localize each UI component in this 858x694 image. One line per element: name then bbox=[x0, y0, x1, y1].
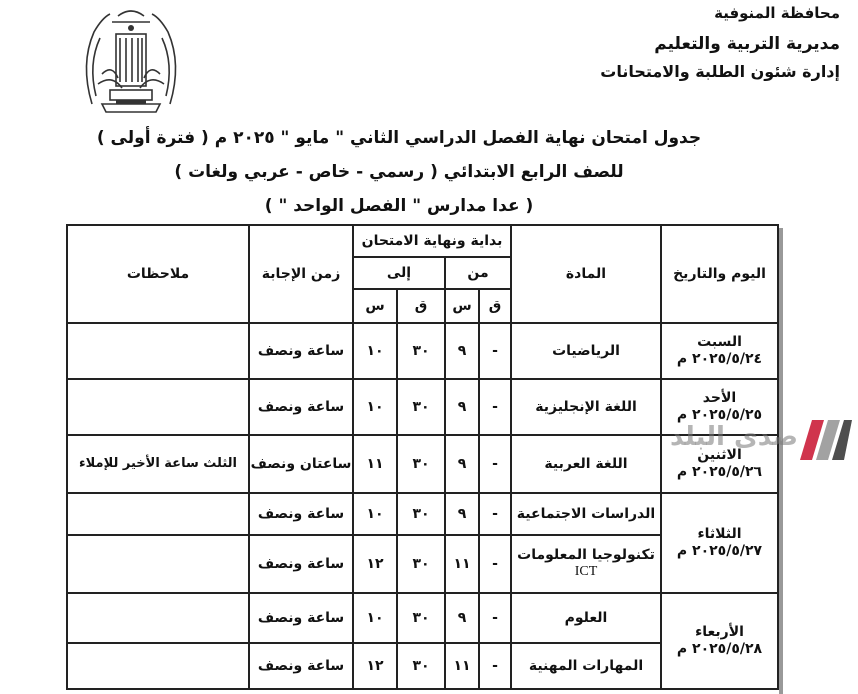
from-hour-cell: ٩ bbox=[444, 592, 480, 644]
header-to-hour: س bbox=[352, 288, 398, 324]
day-name: الأحد bbox=[702, 390, 737, 407]
to-min-cell: ٣٠ bbox=[396, 592, 446, 644]
duration-cell: ساعة ونصف bbox=[248, 378, 354, 436]
header-from-hour: س bbox=[444, 288, 480, 324]
duration-cell: ساعة ونصف bbox=[248, 534, 354, 594]
from-min-cell: - bbox=[478, 322, 512, 380]
notes-cell bbox=[66, 534, 250, 594]
from-min-cell: - bbox=[478, 434, 512, 494]
to-hour-cell: ١٠ bbox=[352, 322, 398, 380]
to-hour-cell: ١٢ bbox=[352, 642, 398, 690]
directorate-label: مديرية التربية والتعليم bbox=[654, 34, 840, 54]
exception-title: ( عدا مدارس " الفصل الواحد " ) bbox=[264, 196, 534, 216]
header-notes: ملاحظات bbox=[66, 224, 250, 324]
from-min-cell: - bbox=[478, 534, 512, 594]
notes-cell: الثلث ساعة الأخير للإملاء bbox=[66, 434, 250, 494]
to-hour-cell: ١٠ bbox=[352, 592, 398, 644]
duration-cell: ساعتان ونصف bbox=[248, 434, 354, 494]
governorate-label: محافظة المنوفية bbox=[714, 4, 840, 22]
department-label: إدارة شئون الطلبة والامتحانات bbox=[600, 62, 840, 81]
to-min-cell: ٣٠ bbox=[396, 492, 446, 536]
news-watermark bbox=[662, 418, 852, 462]
notes-cell bbox=[66, 642, 250, 690]
to-hour-cell: ١٠ bbox=[352, 378, 398, 436]
to-hour-cell: ١١ bbox=[352, 434, 398, 494]
header-from-min: ق bbox=[478, 288, 512, 324]
from-min-cell: - bbox=[478, 642, 512, 690]
subject-cell: المهارات المهنية bbox=[510, 642, 662, 690]
to-hour-cell: ١٠ bbox=[352, 492, 398, 536]
from-hour-cell: ٩ bbox=[444, 492, 480, 536]
day-name: الثلاثاء bbox=[697, 526, 742, 543]
day-cell bbox=[660, 492, 779, 594]
watermark-text: صدى البلد bbox=[670, 422, 798, 452]
grade-title: للصف الرابع الابتدائي ( رسمي - خاص - عربي ولغات ) bbox=[174, 162, 624, 182]
subject-cell: اللغة الإنجليزية bbox=[510, 378, 662, 436]
header-to-min: ق bbox=[396, 288, 446, 324]
subject-cell: الدراسات الاجتماعية bbox=[510, 492, 662, 536]
day-date: ٢٠٢٥/٥/٢٧ م bbox=[676, 543, 763, 559]
to-min-cell: ٣٠ bbox=[396, 322, 446, 380]
subject-cell: اللغة العربية bbox=[510, 434, 662, 494]
subject-cell: العلوم bbox=[510, 592, 662, 644]
notes-cell bbox=[66, 592, 250, 644]
from-hour-cell: ١١ bbox=[444, 642, 480, 690]
header-start-end: بداية ونهاية الامتحان bbox=[352, 224, 512, 258]
from-min-cell: - bbox=[478, 378, 512, 436]
from-hour-cell: ٩ bbox=[444, 434, 480, 494]
from-hour-cell: ٩ bbox=[444, 322, 480, 380]
duration-cell: ساعة ونصف bbox=[248, 322, 354, 380]
subject-abbr: ICT bbox=[574, 564, 598, 579]
from-hour-cell: ٩ bbox=[444, 378, 480, 436]
day-name: الأربعاء bbox=[695, 624, 744, 641]
duration-cell: ساعة ونصف bbox=[248, 592, 354, 644]
exam-title: جدول امتحان نهاية الفصل الدراسي الثاني " مايو " ٢٠٢٥ م ( فترة أولى ) bbox=[96, 128, 702, 148]
day-date: ٢٠٢٥/٥/٢٨ م bbox=[676, 641, 763, 657]
notes-cell bbox=[66, 492, 250, 536]
duration-cell: ساعة ونصف bbox=[248, 642, 354, 690]
to-hour-cell: ١٢ bbox=[352, 534, 398, 594]
day-cell bbox=[660, 592, 779, 690]
day-date: ٢٠٢٥/٥/٢٦ م bbox=[676, 464, 763, 480]
notes-cell bbox=[66, 322, 250, 380]
header-duration: زمن الإجابة bbox=[248, 224, 354, 324]
from-min-cell: - bbox=[478, 592, 512, 644]
day-name: السبت bbox=[697, 334, 742, 351]
header-from: من bbox=[444, 256, 512, 290]
to-min-cell: ٣٠ bbox=[396, 534, 446, 594]
from-hour-cell: ١١ bbox=[444, 534, 480, 594]
day-date: ٢٠٢٥/٥/٢٥ م bbox=[676, 407, 763, 423]
header-subject: المادة bbox=[510, 224, 662, 324]
subject-cell: الرياضيات bbox=[510, 322, 662, 380]
duration-cell: ساعة ونصف bbox=[248, 492, 354, 536]
to-min-cell: ٣٠ bbox=[396, 642, 446, 690]
to-min-cell: ٣٠ bbox=[396, 434, 446, 494]
subject-cell bbox=[510, 534, 662, 594]
from-min-cell: - bbox=[478, 492, 512, 536]
header-to: إلى bbox=[352, 256, 446, 290]
notes-cell bbox=[66, 378, 250, 436]
header-day-date: اليوم والتاريخ bbox=[660, 224, 779, 324]
day-date: ٢٠٢٥/٥/٢٤ م bbox=[676, 351, 763, 367]
day-name: الاثنين bbox=[697, 447, 742, 464]
day-cell bbox=[660, 322, 779, 380]
emblem-logo bbox=[72, 4, 190, 116]
to-min-cell: ٣٠ bbox=[396, 378, 446, 436]
subject-name: تكنولوجيا المعلومات bbox=[517, 547, 655, 564]
